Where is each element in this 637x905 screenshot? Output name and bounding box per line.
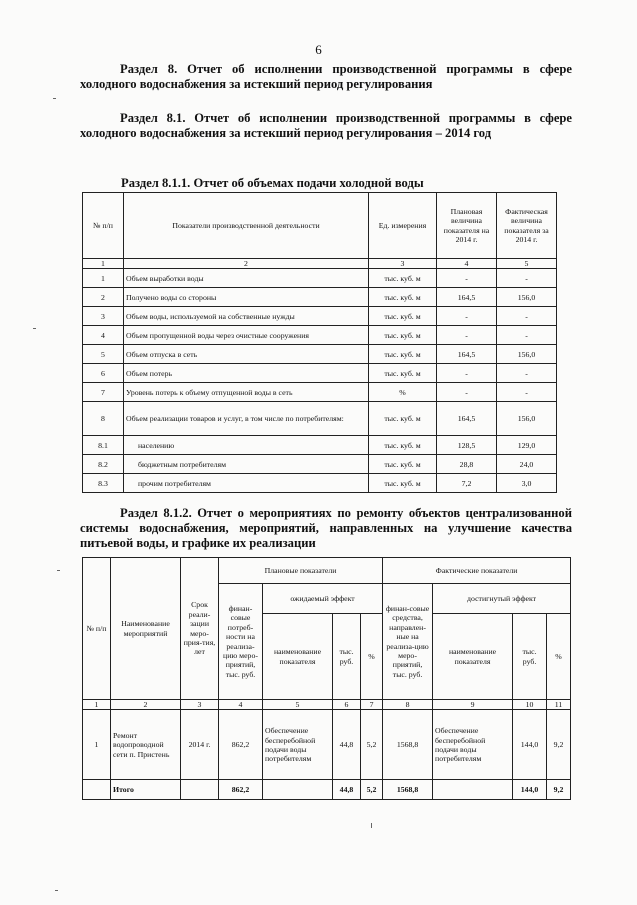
- fact-financing: 1568,8: [383, 710, 433, 780]
- fact-value: -: [497, 269, 557, 288]
- t2-header-exp-pct: %: [361, 614, 383, 700]
- fact-value: 129,0: [497, 436, 557, 455]
- unit: тыс. куб. м: [369, 307, 437, 326]
- fact-value: -: [497, 307, 557, 326]
- indicator-name: Объем отпуска в сеть: [124, 345, 369, 364]
- empty-cell: [433, 780, 513, 800]
- plan-value: -: [437, 383, 497, 402]
- heading-section-8-1: Раздел 8.1. Отчет об исполнении производственной программы в сфере холодного водоснабжения за истекший период регулирования – 2014 год: [80, 111, 572, 140]
- fact-value: 156,0: [497, 288, 557, 307]
- indicator-name: Получено воды со стороны: [124, 288, 369, 307]
- t1-header-num: № п/п: [83, 193, 124, 259]
- indicator-name: населению: [124, 436, 369, 455]
- scan-speck: [53, 98, 56, 99]
- row-number: 6: [83, 364, 124, 383]
- t2-header-term: Срок реали-зации меро-прия-тия, лет: [181, 558, 219, 700]
- t2-header-ach-pct: %: [547, 614, 571, 700]
- t2-colnum: 2: [111, 700, 181, 710]
- row-number: 3: [83, 307, 124, 326]
- table-row: [83, 326, 557, 345]
- unit: тыс. куб. м: [369, 455, 437, 474]
- row-number: 8.3: [83, 474, 124, 493]
- empty-cell: [181, 780, 219, 800]
- plan-value: 164,5: [437, 402, 497, 436]
- plan-value: -: [437, 269, 497, 288]
- heading-section-8-1-2: Раздел 8.1.2. Отчет о мероприятиях по ремонту объектов централизованной системы водоснабжения, мероприятий, направленных на улучшение качества питьевой воды, и графике их реализации: [80, 506, 572, 550]
- table-row: [83, 364, 557, 383]
- fact-value: 156,0: [497, 402, 557, 436]
- plan-value: 28,8: [437, 455, 497, 474]
- achieved-effect-name: Обеспечение бесперебойной подачи воды потребителям: [433, 710, 513, 780]
- table-row: [83, 436, 557, 455]
- page-number: 6: [315, 42, 322, 57]
- empty-cell: [263, 780, 333, 800]
- t2-colnum: 9: [433, 700, 513, 710]
- row-number: 8.1: [83, 436, 124, 455]
- indicator-name: Уровень потерь к объему отпущенной воды в сеть: [124, 383, 369, 402]
- row-number: 4: [83, 326, 124, 345]
- table-row: [83, 345, 557, 364]
- fact-value: -: [497, 326, 557, 345]
- row-number: 5: [83, 345, 124, 364]
- table-row: [83, 383, 557, 402]
- unit: тыс. куб. м: [369, 269, 437, 288]
- t2-header-expected: ожидаемый эффект: [263, 584, 383, 614]
- achieved-effect-pct: 9,2: [547, 710, 571, 780]
- row-number: 1: [83, 269, 124, 288]
- plan-value: 164,5: [437, 345, 497, 364]
- table-row: [83, 455, 557, 474]
- t2-colnum: 3: [181, 700, 219, 710]
- indicator-name: бюджетным потребителям: [124, 455, 369, 474]
- fact-value: -: [497, 383, 557, 402]
- total-expected-pct: 5,2: [361, 780, 383, 800]
- t2-header-ach-name: наименование показателя: [433, 614, 513, 700]
- table-row: [83, 269, 557, 288]
- t2-header-plan: Плановые показатели: [219, 558, 383, 584]
- table-row: [83, 402, 557, 436]
- t1-colnum: 3: [369, 259, 437, 269]
- table-row: [83, 307, 557, 326]
- t1-colnum: 5: [497, 259, 557, 269]
- t2-colnum: 5: [263, 700, 333, 710]
- t1-colnum: 2: [124, 259, 369, 269]
- row-number: 8: [83, 402, 124, 436]
- plan-value: 7,2: [437, 474, 497, 493]
- expected-effect-rub: 44,8: [333, 710, 361, 780]
- t2-header-achieved: достигнутый эффект: [433, 584, 571, 614]
- indicator-name: прочим потребителям: [124, 474, 369, 493]
- indicator-name: Объем реализации товаров и услуг, в том числе по потребителям:: [124, 402, 369, 436]
- plan-value: -: [437, 307, 497, 326]
- t2-colnum: 7: [361, 700, 383, 710]
- plan-value: 164,5: [437, 288, 497, 307]
- scan-speck: [33, 328, 36, 329]
- table-row: [83, 288, 557, 307]
- t2-header-ach-tr: тыс. руб.: [513, 614, 547, 700]
- expected-effect-name: Обеспечение бесперебойной подачи воды потребителям: [263, 710, 333, 780]
- unit: тыс. куб. м: [369, 436, 437, 455]
- t2-colnum: 6: [333, 700, 361, 710]
- row-number: 2: [83, 288, 124, 307]
- plan-financing: 862,2: [219, 710, 263, 780]
- t1-header-indicator: Показатели производственной деятельности: [124, 193, 369, 259]
- unit: тыс. куб. м: [369, 474, 437, 493]
- total-plan-financing: 862,2: [219, 780, 263, 800]
- term: 2014 г.: [181, 710, 219, 780]
- t2-colnum: 8: [383, 700, 433, 710]
- empty-cell: [83, 780, 111, 800]
- scan-speck: [371, 823, 372, 828]
- row-number: 1: [83, 710, 111, 780]
- row-number: 8.2: [83, 455, 124, 474]
- total-fact-financing: 1568,8: [383, 780, 433, 800]
- plan-value: -: [437, 364, 497, 383]
- heading-section-8-1-1: Раздел 8.1.1. Отчет об объемах подачи холодной воды: [121, 176, 424, 190]
- indicator-name: Объем воды, используемой на собственные нужды: [124, 307, 369, 326]
- table-row: [83, 710, 571, 780]
- t2-header-plan-fin: финан-совые потреб-ности на реализа-цию меро-приятий, тыс. руб.: [219, 584, 263, 700]
- t2-colnum: 11: [547, 700, 571, 710]
- unit: тыс. куб. м: [369, 345, 437, 364]
- t2-colnum: 1: [83, 700, 111, 710]
- scan-speck: [55, 890, 58, 891]
- indicator-name: Объем выработки воды: [124, 269, 369, 288]
- unit: тыс. куб. м: [369, 288, 437, 307]
- t1-header-unit: Ед. измерения: [369, 193, 437, 259]
- t1-header-plan: Плановая величина показателя на 2014 г.: [437, 193, 497, 259]
- t2-header-exp-tr: тыс. руб.: [333, 614, 361, 700]
- total-achieved-rub: 144,0: [513, 780, 547, 800]
- fact-value: 24,0: [497, 455, 557, 474]
- row-number: 7: [83, 383, 124, 402]
- repair-measures-table: [82, 557, 571, 800]
- t2-header-fact-fin: финан-совые средства, направлен-ные на реализа-цию меро-приятий, тыс. руб.: [383, 584, 433, 700]
- heading-section-8: Раздел 8. Отчет об исполнении производственной программы в сфере холодного водоснабжения за истекший период регулирования: [80, 62, 572, 91]
- fact-value: 156,0: [497, 345, 557, 364]
- measure-name: Ремонт водопроводной сети п. Пристень: [111, 710, 181, 780]
- plan-value: -: [437, 326, 497, 345]
- expected-effect-pct: 5,2: [361, 710, 383, 780]
- total-row: [83, 780, 571, 800]
- t2-header-exp-name: наименование показателя: [263, 614, 333, 700]
- achieved-effect-rub: 144,0: [513, 710, 547, 780]
- scan-speck: [57, 570, 60, 571]
- total-achieved-pct: 9,2: [547, 780, 571, 800]
- total-label: Итого: [111, 780, 181, 800]
- unit: %: [369, 383, 437, 402]
- table-row: [83, 474, 557, 493]
- fact-value: 3,0: [497, 474, 557, 493]
- t2-header-name: Наименование мероприятий: [111, 558, 181, 700]
- indicator-name: Объем пропущенной воды через очистные сооружения: [124, 326, 369, 345]
- total-expected-rub: 44,8: [333, 780, 361, 800]
- unit: тыс. куб. м: [369, 402, 437, 436]
- fact-value: -: [497, 364, 557, 383]
- plan-value: 128,5: [437, 436, 497, 455]
- unit: тыс. куб. м: [369, 326, 437, 345]
- t2-header-fact: Фактические показатели: [383, 558, 571, 584]
- t2-colnum: 10: [513, 700, 547, 710]
- t1-colnum: 1: [83, 259, 124, 269]
- water-supply-volumes-table: [82, 192, 557, 493]
- unit: тыс. куб. м: [369, 364, 437, 383]
- t1-header-fact: Фактическая величина показателя за 2014 г.: [497, 193, 557, 259]
- t2-header-num: № п/п: [83, 558, 111, 700]
- indicator-name: Объем потерь: [124, 364, 369, 383]
- t1-colnum: 4: [437, 259, 497, 269]
- t2-colnum: 4: [219, 700, 263, 710]
